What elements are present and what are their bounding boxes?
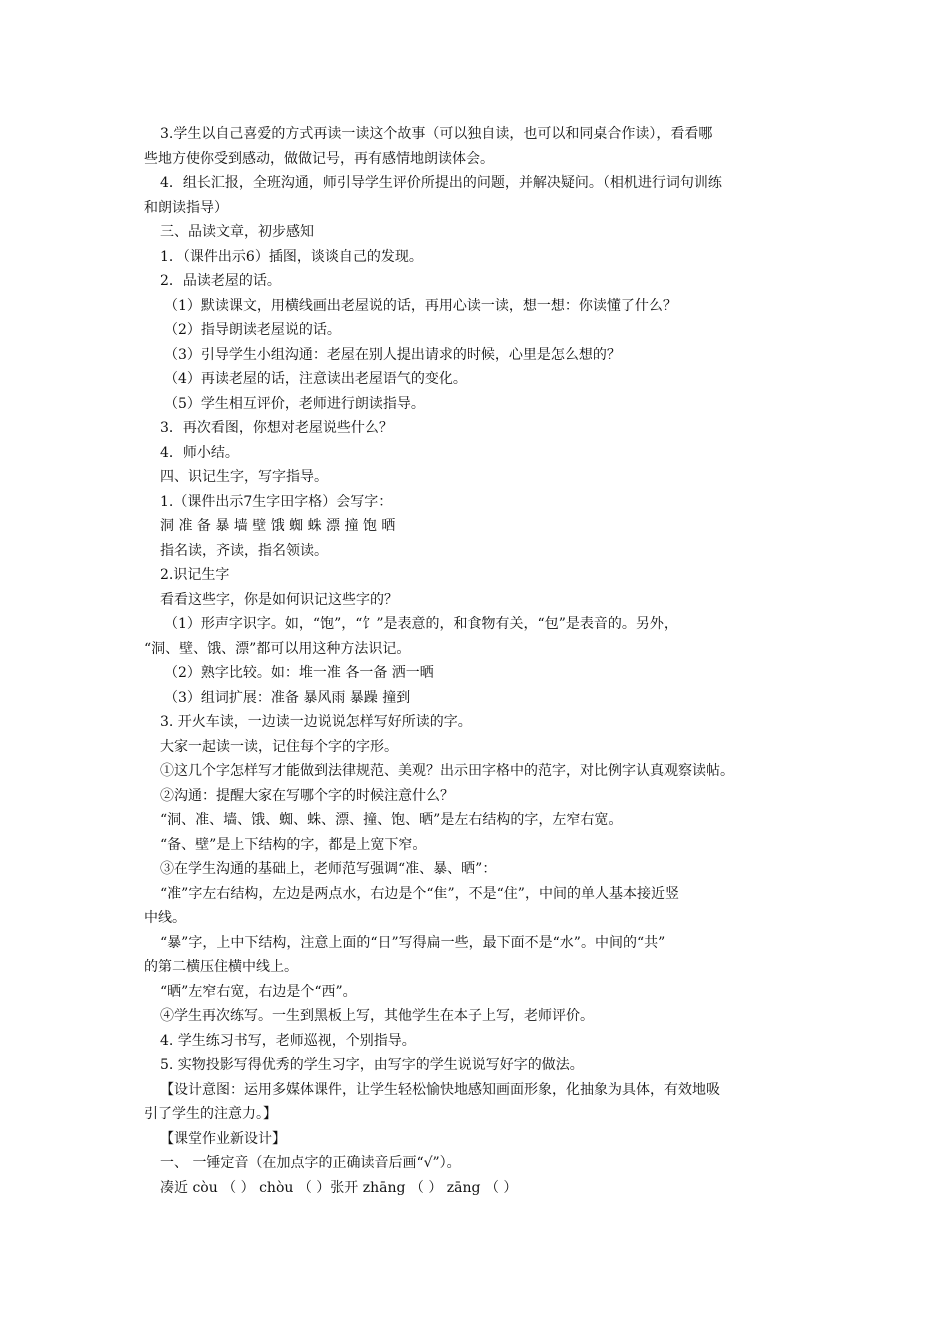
text-line: （5）学生相互评价，老师进行朗读指导。 <box>164 395 425 412</box>
text-line: “晒”左窄右宽，右边是个“西”。 <box>160 983 357 1000</box>
text-line: 2．品读老屋的话。 <box>160 273 281 289</box>
text-line: “备、壁”是上下结构的字，都是上宽下窄。 <box>160 836 427 853</box>
text-line: 1.（课件出示7生字田字格）会写字： <box>160 493 393 510</box>
text-line: （1）默读课文，用横线画出老屋说的话，再用心读一读，想一想：你读懂了什么？ <box>164 297 677 314</box>
text-line: ①这几个字怎样写才能做到法律规范、美观？出示田字格中的范字，对比例字认真观察读帖。 <box>160 763 734 779</box>
text-line: ③在学生沟通的基础上，老师范写强调“准、暴、晒”： <box>160 861 497 877</box>
document-page <box>144 122 816 1200</box>
text-line: （2）熟字比较。如：堆一准 各一备 洒一晒 <box>164 665 434 681</box>
text-line: （3）引导学生小组沟通：老屋在别人提出请求的时候，心里是怎么想的？ <box>164 346 621 363</box>
text-line: “洞、壁、饿、漂”都可以用这种方法识记。 <box>144 640 411 657</box>
text-line: 1．（课件出示6）插图，谈谈自己的发现。 <box>160 248 423 265</box>
text-line: （3）组词扩展：准备 暴风雨 暴躁 撞到 <box>164 689 411 706</box>
text-line: 看看这些字，你是如何识记这些字的？ <box>160 591 398 608</box>
text-line: （4）再读老屋的话，注意读出老屋语气的变化。 <box>164 371 467 387</box>
text-line: 指名读，齐读，指名领读。 <box>160 542 328 559</box>
text-line: 4．师小结。 <box>160 444 239 461</box>
text-line: 5. 实物投影写得优秀的学生习字，由写字的学生说说写好字的做法。 <box>160 1057 584 1073</box>
text-line: “准”字左右结构，左边是两点水，右边是个“隹”，不是“住”，中间的单人基本接近竖 <box>160 885 679 902</box>
text-line: （1）形声字识字。如，“饱”，“饣”是表意的，和食物有关，“包”是表音的。另外， <box>164 616 678 632</box>
text-line: 些地方使你受到感动，做做记号，再有感情地朗读体会。 <box>144 150 494 167</box>
text-line: 和朗读指导） <box>144 199 228 216</box>
text-line: 一、 一锤定音（在加点字的正确读音后画“√”）。 <box>160 1155 461 1171</box>
text-line: ④学生再次练写。一生到黑板上写，其他学生在本子上写，老师评价。 <box>160 1008 594 1024</box>
text-line: 凑近 còu （ ） chòu （ ）张开 zhāng （ ） zāng （ ） <box>160 1179 518 1196</box>
text-line: （2）指导朗读老屋说的话。 <box>164 322 341 338</box>
text-line: “暴”字，上中下结构，注意上面的“日”写得扁一些，最下面不是“水”。中间的“共” <box>160 934 666 951</box>
text-line: 4. 学生练习书写，老师巡视，个别指导。 <box>160 1032 416 1049</box>
text-line: 中线。 <box>144 910 186 926</box>
text-line: 3．再次看图，你想对老屋说些什么？ <box>160 420 393 436</box>
text-line: 3.学生以自己喜爱的方式再读一读这个故事（可以独自读，也可以和同桌合作读），看看哪 <box>160 126 713 142</box>
text-line: 4．组长汇报，全班沟通，师引导学生评价所提出的问题，并解决疑问。（相机进行词句训练 <box>160 175 722 191</box>
text-line: 大家一起读一读，记住每个字的字形。 <box>160 738 398 755</box>
text-line: 3. 开火车读，一边读一边说说怎样写好所读的字。 <box>160 714 472 730</box>
text-line: 三、品读文章，初步感知 <box>160 224 314 240</box>
text-line: 【课堂作业新设计】 <box>160 1130 286 1147</box>
text-line: 2.识记生字 <box>160 567 230 583</box>
text-line: “洞、准、墙、饿、蜘、蛛、漂、撞、饱、晒”是左右结构的字，左窄右宽。 <box>160 812 623 828</box>
text-line: 的第二横压住横中线上。 <box>144 959 298 975</box>
text-line: 引了学生的注意力。】 <box>144 1106 277 1122</box>
text-line: ②沟通：提醒大家在写哪个字的时候注意什么？ <box>160 787 454 804</box>
text-line: 洞 准 备 暴 墙 壁 饿 蜘 蛛 漂 撞 饱 晒 <box>160 518 396 534</box>
text-line: 【设计意图：运用多媒体课件，让学生轻松愉快地感知画面形象，化抽象为具体，有效地吸 <box>160 1081 720 1098</box>
text-line: 四、识记生字，写字指导。 <box>160 469 328 485</box>
